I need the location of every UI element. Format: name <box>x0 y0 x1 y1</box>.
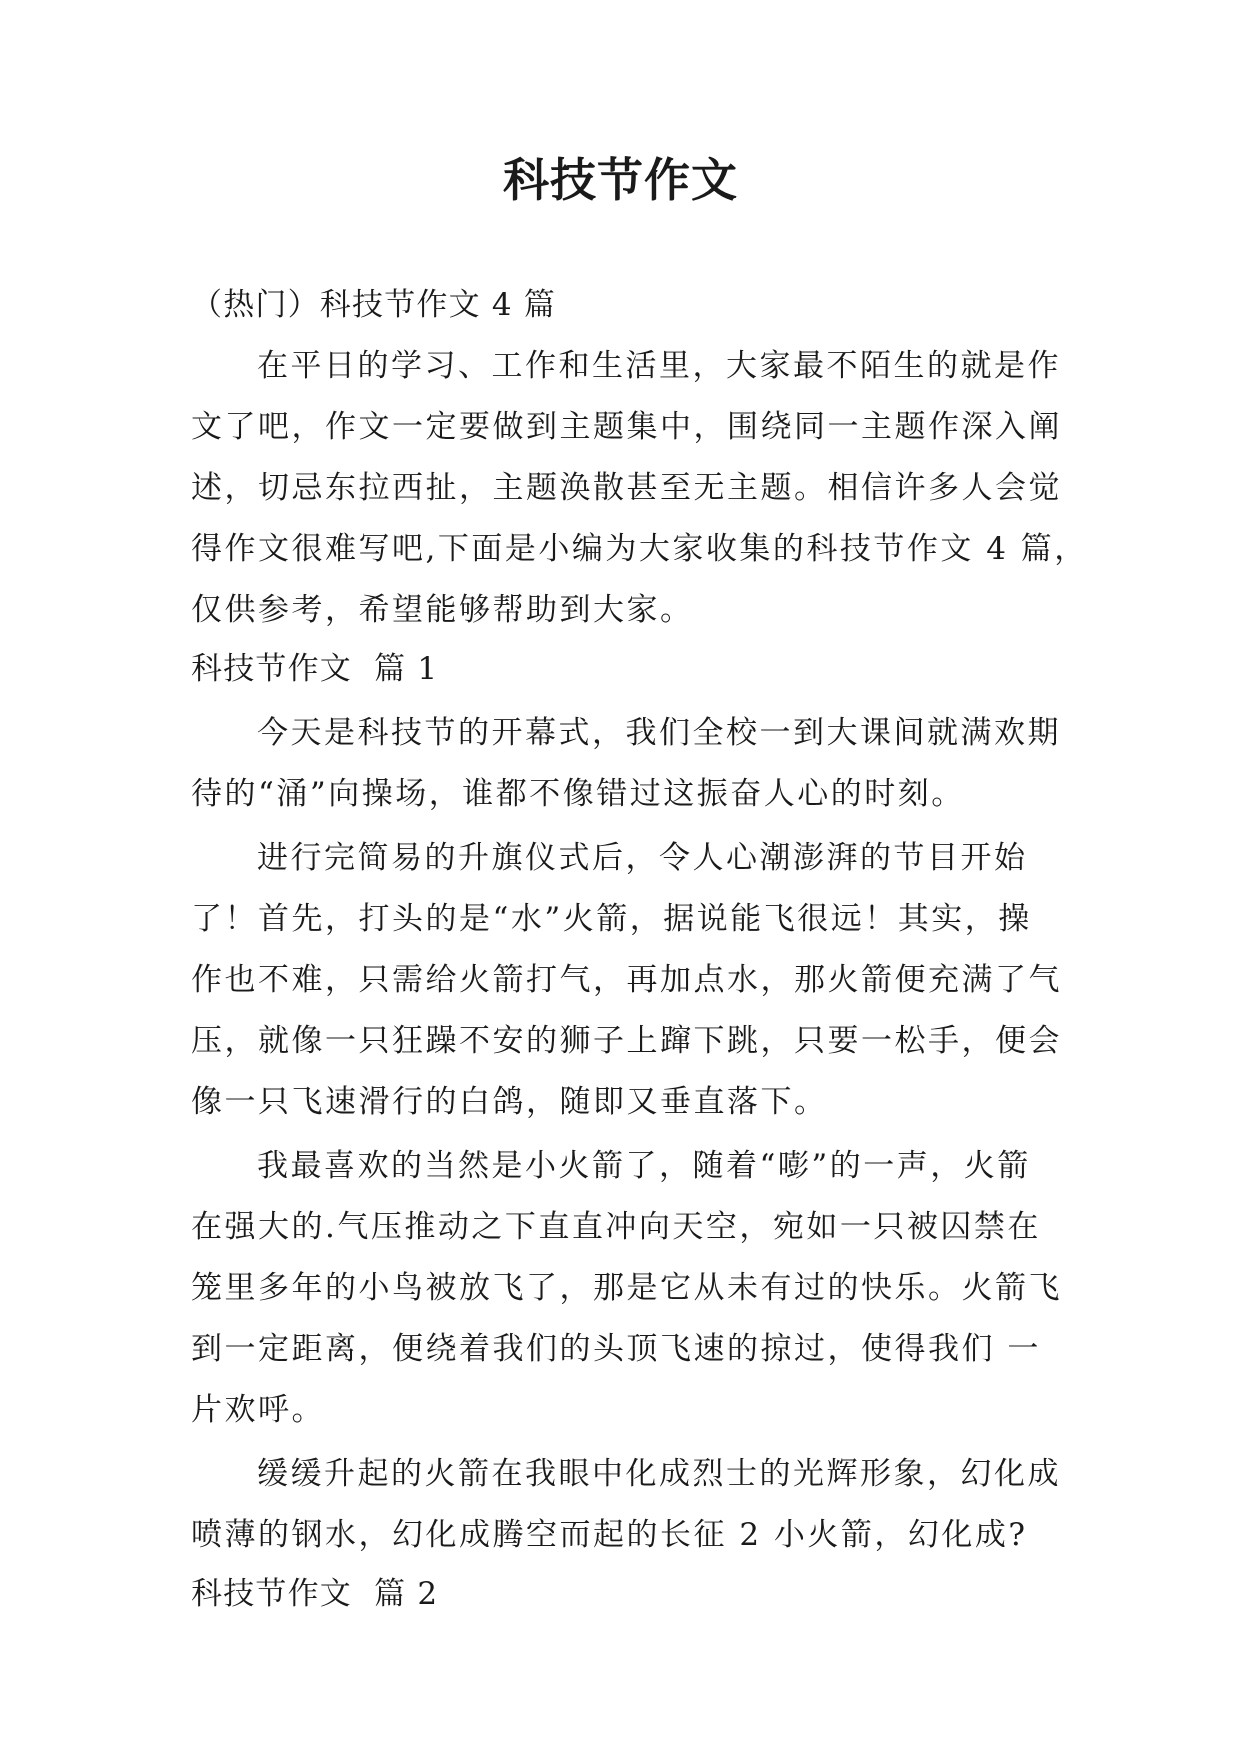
document-title: 科技节作文 <box>503 153 738 207</box>
section-1-paragraph-3 <box>191 1148 1062 1428</box>
intro-line: 在平日的学习、工作和生活里，大家最不陌生的就是作 <box>257 348 1061 384</box>
paragraph-line: 待的“涌”向操场，谁都不像错过这振奋人心的时刻。 <box>191 776 965 812</box>
intro-line: 得作文很难写吧,下面是小编为大家收集的科技节作文 4 篇， <box>191 531 1088 567</box>
paragraph-line: 今天是科技节的开幕式，我们全校一到大课间就满欢期 <box>257 715 1061 751</box>
intro-line: 文了吧，作文一定要做到主题集中，围绕同一主题作深入阐 <box>191 409 1062 445</box>
section-heading-2: 科技节作文 篇 2 <box>191 1576 439 1612</box>
paragraph-line: 缓缓升起的火箭在我眼中化成烈士的光辉形象，幻化成 <box>257 1456 1061 1492</box>
paragraph-line: 像一只飞速滑行的白鸽，随即又垂直落下。 <box>191 1084 828 1120</box>
paragraph-line: 压，就像一只狂躁不安的狮子上蹿下跳，只要一松手，便会 <box>191 1023 1062 1059</box>
section-1-paragraph-1 <box>191 715 1061 812</box>
section-1-paragraph-2 <box>191 840 1062 1120</box>
paragraph-line: 到一定距离，便绕着我们的头顶飞速的掠过，使得我们 一 <box>191 1331 1041 1367</box>
paragraph-line: 笼里多年的小鸟被放飞了，那是它从未有过的快乐。火箭飞 <box>191 1270 1062 1306</box>
paragraph-line: 在强大的.气压推动之下直直冲向天空，宛如一只被囚禁在 <box>191 1209 1041 1245</box>
paragraph-line: 我最喜欢的当然是小火箭了，随着“嘭”的一声，火箭 <box>257 1148 1031 1184</box>
paragraph-line: 作也不难，只需给火箭打气，再加点水，那火箭便充满了气 <box>191 962 1062 998</box>
intro-paragraph <box>191 348 1088 628</box>
intro-line: 述，切忌东拉西扯，主题涣散甚至无主题。相信许多人会觉 <box>191 470 1062 506</box>
paragraph-line: 片欢呼。 <box>191 1392 325 1428</box>
section-1-paragraph-4 <box>191 1456 1061 1553</box>
intro-line: 仅供参考，希望能够帮助到大家。 <box>191 592 694 628</box>
document-subtitle: （热门）科技节作文 4 篇 <box>191 287 557 323</box>
section-heading-1: 科技节作文 篇 1 <box>191 651 439 687</box>
paragraph-line: 喷薄的钢水，幻化成腾空而起的长征 2 小火箭，幻化成? <box>191 1517 1028 1553</box>
paragraph-line: 了！首先，打头的是“水”火箭，据说能飞很远！其实，操 <box>191 901 1032 937</box>
paragraph-line: 进行完简易的升旗仪式后，令人心潮澎湃的节目开始 <box>257 840 1028 876</box>
document-body <box>191 287 1088 1612</box>
